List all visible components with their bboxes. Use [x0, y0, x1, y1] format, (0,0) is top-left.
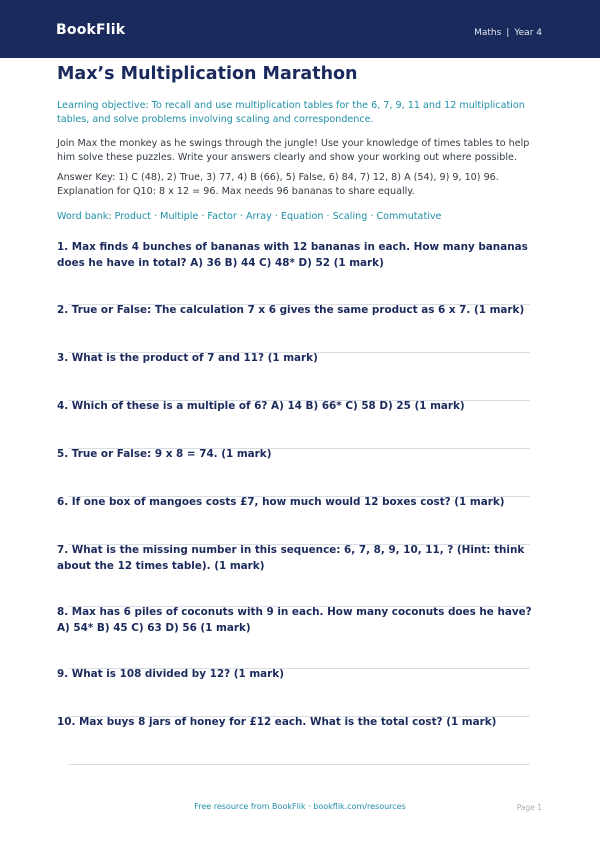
question-8: 8. Max has 6 piles of coconuts with 9 in each. How many coconuts does he have? A) 54* B) 45 C) 63 D) 56 (1 mark): [57, 606, 532, 634]
page-number: Page 1: [516, 803, 542, 812]
answer-line: [68, 764, 530, 765]
subject-meta: [474, 28, 542, 38]
question-7: 7. What is the missing number in this sequence: 6, 7, 8, 9, 10, 11, ? (Hint: think about the 12 times table). (1 mark): [57, 544, 525, 572]
question-6: 6. If one box of mangoes costs £7, how much would 12 boxes cost? (1 mark): [57, 496, 505, 508]
footer-resource-link[interactable]: Free resource from BookFlik · bookflik.com/resources: [194, 802, 406, 811]
learning-objective: Learning objective: To recall and use multiplication tables for the 6, 7, 9, 11 and 12 multiplication tables, and solve problems involving scaling and correspondence.: [57, 100, 525, 125]
year-label: Year 4: [514, 28, 542, 38]
word-bank: Word bank: Product · Multiple · Factor · Array · Equation · Scaling · Commutative: [57, 211, 442, 222]
question-3: 3. What is the product of 7 and 11? (1 mark): [57, 352, 318, 364]
question-5: 5. True or False: 9 x 8 = 74. (1 mark): [57, 448, 272, 460]
header-bar: [0, 0, 600, 58]
question-1: 1. Max finds 4 bunches of bananas with 12 bananas in each. How many bananas does he have in total? A) 36 B) 44 C) 48* D) 52 (1 mark): [57, 241, 528, 269]
page-title: Max’s Multiplication Marathon: [57, 64, 358, 84]
question-4: 4. Which of these is a multiple of 6? A) 14 B) 66* C) 58 D) 25 (1 mark): [57, 400, 465, 412]
question-2: 2. True or False: The calculation 7 x 6 gives the same product as 6 x 7. (1 mark): [57, 304, 525, 316]
intro-text: Join Max the monkey as he swings through the jungle! Use your knowledge of times tables to help him solve these puzzles. Write your answers clearly and show your working out where possible.: [57, 138, 530, 163]
answer-key: Answer Key: 1) C (48), 2) True, 3) 77, 4) B (66), 5) False, 6) 84, 7) 12, 8) A (54), 9) 9, 10) 96. Explanation for Q10: 8 x 12 = 96. Max needs 96 bananas to share equally.: [57, 172, 499, 197]
question-9: 9. What is 108 divided by 12? (1 mark): [57, 668, 284, 680]
meta-separator: |: [506, 28, 510, 38]
brand-logo[interactable]: BookFlik: [56, 22, 126, 38]
question-10: 10. Max buys 8 jars of honey for £12 each. What is the total cost? (1 mark): [57, 716, 497, 728]
subject-label: Maths: [474, 28, 502, 38]
